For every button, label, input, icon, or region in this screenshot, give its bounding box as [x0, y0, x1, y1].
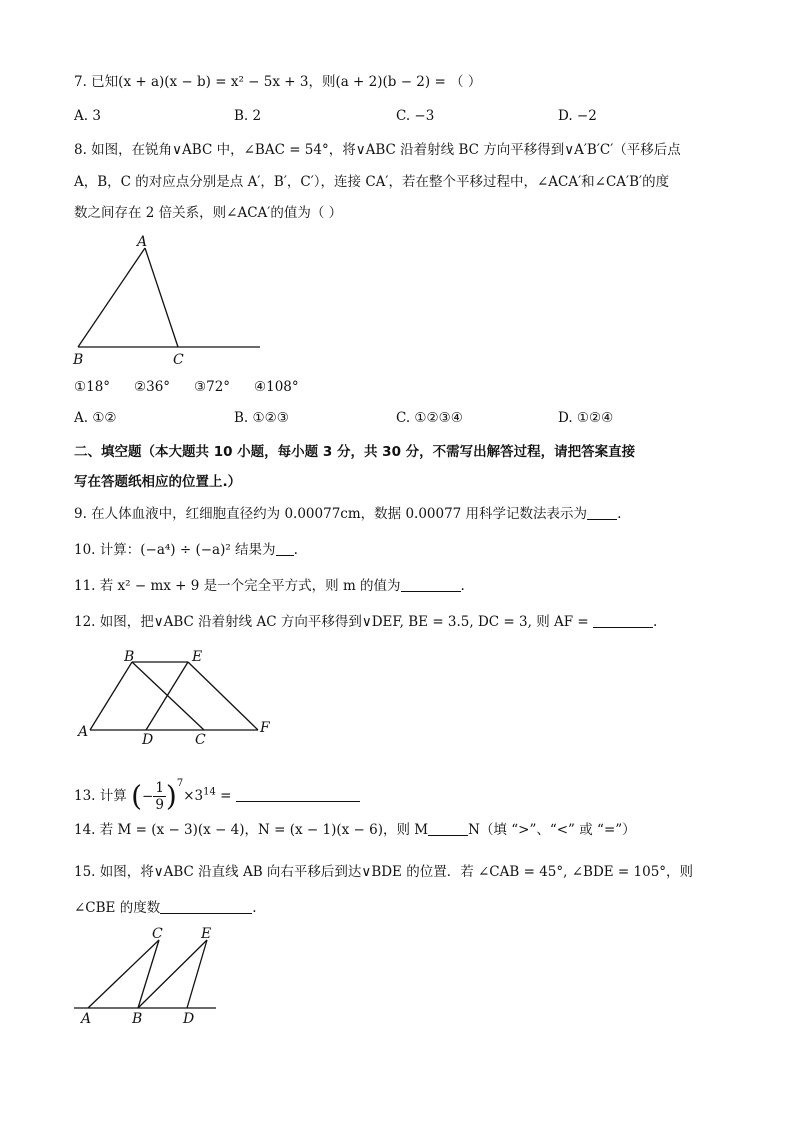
q12-figure: [74, 646, 284, 748]
q8-choice-2: ②36°: [134, 379, 171, 395]
q10-answer-blank[interactable]: [276, 541, 294, 556]
q12-line: [74, 612, 734, 632]
q13-exponent: 7: [176, 778, 184, 789]
q12-end: .: [653, 614, 658, 630]
q10-end: .: [293, 542, 298, 558]
q8-line-2: A，B，C 的对应点分别是点 A′，B′，C′），连接 CA′，若在整个平移过程中，∠ACA′和∠CA′B′的度: [74, 174, 670, 190]
q14-answer-blank[interactable]: [428, 821, 468, 836]
q8-choices: [74, 379, 734, 399]
q8-option-b[interactable]: B. ①②③: [234, 410, 289, 426]
q8-label-b: B: [73, 352, 84, 368]
q8-option-c[interactable]: C. ①②③④: [396, 410, 463, 426]
q10-line: [74, 540, 734, 560]
q13-paren-open: (: [131, 779, 142, 813]
section2-heading-line-2: 写在答题纸相应的位置上.）: [74, 474, 242, 490]
q8-label-a: A: [137, 234, 148, 250]
q8-line-3: 数之间存在 2 倍关系，则∠ACA′的值为（ ）: [74, 205, 343, 221]
q15-end: .: [252, 900, 257, 916]
q8-line-1: 8. 如图，在锐角∨ABC 中，∠BAC = 54°，将∨ABC 沿着射线 BC 方向平移得到∨A′B′C′（平移后点: [74, 142, 681, 158]
q13-rest: ×3: [183, 788, 204, 804]
q15-text: ∠CBE 的度数: [74, 900, 161, 916]
q8-side-ac: [145, 248, 178, 347]
q10-text: 10. 计算：(−a⁴) ÷ (−a)² 结果为: [74, 542, 276, 558]
q12-side-ab: [90, 662, 132, 730]
q8-options: [74, 410, 734, 430]
q12-label-c: C: [195, 732, 206, 748]
q12-side-ef: [188, 662, 258, 730]
q13-prefix: 13. 计算: [74, 788, 127, 804]
q11-line: [74, 576, 734, 596]
q15-label-b: B: [132, 1011, 143, 1027]
q13-numerator: 1: [155, 780, 164, 796]
q13-equals: =: [215, 788, 232, 804]
q13-sign: −: [142, 788, 154, 805]
q8-side-ab: [78, 248, 145, 347]
q7-option-a[interactable]: A. 3: [74, 108, 101, 124]
q9-text: 9. 在人体血液中，红细胞直径约为 0.00077cm，数据 0.00077 用科学记数法表示为: [74, 506, 588, 522]
q15-label-e: E: [201, 926, 212, 942]
q13-paren-close: ): [165, 779, 177, 813]
q14-part2: N（填 “>”、“<” 或 “=”）: [468, 822, 636, 838]
q12-label-e: E: [192, 649, 203, 665]
q8-triangle-figure: [70, 228, 270, 370]
q12-label-b: B: [124, 649, 135, 665]
section2-heading-line-1: 二、填空题（本大题共 10 小题，每小题 3 分，共 30 分，不需写出解答过程，请把答案直接: [74, 444, 636, 460]
q15-figure: [70, 924, 220, 1028]
q13-line: [74, 764, 734, 813]
q12-side-bc: [132, 662, 204, 730]
q14-line: [74, 820, 734, 840]
q12-answer-blank[interactable]: [593, 613, 653, 628]
q12-label-d: D: [142, 732, 154, 748]
q15-label-c: C: [152, 926, 163, 942]
q7-options: [74, 108, 734, 128]
q12-label-f: F: [260, 720, 270, 736]
q7-option-d[interactable]: D. −2: [558, 108, 597, 124]
q9-answer-blank[interactable]: [587, 505, 617, 520]
q13-answer-blank[interactable]: [236, 787, 360, 802]
q15-label-a: A: [81, 1011, 92, 1027]
q7-option-b[interactable]: B. 2: [234, 108, 262, 124]
q15-answer-blank[interactable]: [160, 899, 252, 914]
q8-option-d[interactable]: D. ①②④: [558, 410, 614, 426]
q8-choice-3: ③72°: [194, 379, 231, 395]
q8-choice-4: ④108°: [254, 379, 299, 395]
q14-part1: 14. 若 M = (x − 3)(x − 4)，N = (x − 1)(x − 6)，则 M: [74, 822, 429, 838]
q9-line: [74, 504, 734, 524]
q11-end: .: [460, 578, 465, 594]
q15-label-d: D: [183, 1011, 195, 1027]
q9-end: .: [617, 506, 622, 522]
q8-option-a[interactable]: A. ①②: [74, 410, 117, 426]
q11-text: 11. 若 x² − mx + 9 是一个完全平方式，则 m 的值为: [74, 578, 401, 594]
q13-fraction: [153, 780, 166, 813]
q12-side-de: [146, 662, 188, 730]
q8-label-c: C: [173, 352, 184, 368]
q15-line-2: [74, 898, 734, 918]
q13-denominator: 9: [155, 797, 164, 813]
q12-text: 12. 如图，把∨ABC 沿着射线 AC 方向平移得到∨DEF, BE = 3.5, DC = 3, 则 AF =: [74, 614, 589, 630]
q7-option-c[interactable]: C. −3: [396, 108, 435, 124]
q13-rest-exponent: 14: [203, 786, 216, 798]
q15-line-1: 15. 如图，将∨ABC 沿直线 AB 向右平移后到达∨BDE 的位置．若 ∠CAB = 45°, ∠BDE = 105°，则: [74, 864, 694, 880]
q7-text: 7. 已知(x + a)(x − b) = x² − 5x + 3，则(a + 2)(b − 2) = （ ）: [74, 74, 482, 90]
q11-answer-blank[interactable]: [401, 577, 461, 592]
q12-label-a: A: [78, 724, 89, 740]
q8-choice-1: ①18°: [74, 379, 111, 395]
